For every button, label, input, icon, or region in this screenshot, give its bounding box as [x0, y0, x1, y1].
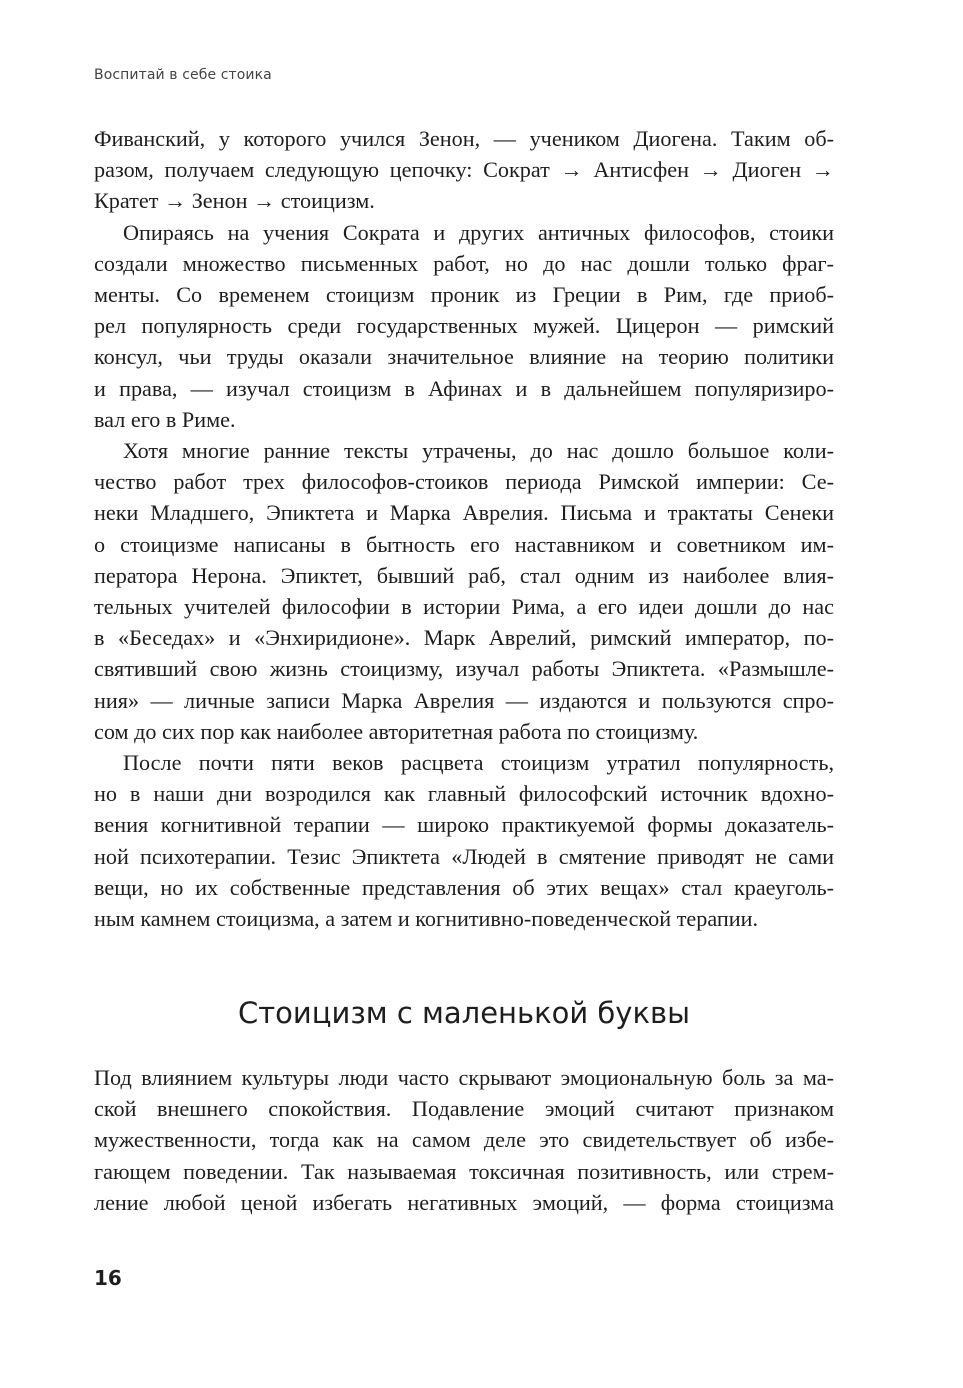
running-head: Воспитай в себе стоика — [94, 67, 272, 83]
text-line: но в наши дни возродился как главный философский источник вдохно- — [94, 781, 834, 807]
text-line: ния» — личные записи Марка Аврелия — издаются и пользуются спро- — [94, 687, 834, 713]
text-line: вал его в Риме. — [94, 406, 236, 432]
text-line: вещи, но их собственные представления об этих вещах» стал краеуголь- — [94, 874, 834, 900]
body-text-block-1 — [94, 123, 834, 934]
text-line: о стоицизме написаны в бытность его наставником и советником им- — [94, 531, 834, 557]
body-text-block-2 — [94, 1062, 834, 1218]
text-line: рел популярность среди государственных мужей. Цицерон — римский — [94, 313, 834, 339]
text-line: и права, — изучал стоицизм в Афинах и в дальнейшем популяризиро- — [94, 375, 834, 401]
text-line: сом до сих пор как наиболее авторитетная работа по стоицизму. — [94, 718, 699, 744]
text-line: святивший свою жизнь стоицизму, изучал работы Эпиктета. «Размышле- — [94, 656, 834, 682]
text-line: менты. Со временем стоицизм проник из Греции в Рим, где приоб- — [94, 282, 834, 308]
text-line: После почти пяти веков расцвета стоицизм утратил популярность, — [123, 750, 834, 776]
text-line: чество работ трех философов-стоиков периода Римской империи: Се- — [94, 469, 834, 495]
text-line: мужественности, тогда как на самом деле это свидетельствует об избе- — [94, 1127, 834, 1153]
text-line: создали множество письменных работ, но до нас дошли только фраг- — [94, 250, 834, 276]
text-line: ным камнем стоицизма, а затем и когнитивно-поведенческой терапии. — [94, 906, 759, 932]
text-line: неки Младшего, Эпиктета и Марка Аврелия. Письма и трактаты Сенеки — [94, 500, 834, 526]
text-line: ператора Нерона. Эпиктет, бывший раб, стал одним из наиболее влия- — [94, 562, 834, 588]
text-line: консул, чьи труды оказали значительное влияние на теорию политики — [94, 344, 834, 370]
text-line: вения когнитивной терапии — широко практикуемой формы доказатель- — [94, 812, 834, 838]
text-line: ской внешнего спокойствия. Подавление эмоций считают признаком — [94, 1096, 834, 1122]
text-line: Под влиянием культуры люди часто скрывают эмоциональную боль за ма- — [94, 1065, 834, 1090]
page-number: 16 — [94, 1266, 122, 1290]
text-line: Кратет → Зенон → стоицизм. — [94, 188, 375, 214]
text-line: тельных учителей философии в истории Рима, а его идеи дошли до нас — [94, 594, 834, 620]
text-line: ной психотерапии. Тезис Эпиктета «Людей в смятение приводят не сами — [94, 843, 834, 869]
text-line: гающем поведении. Так называемая токсичная позитивность, или стрем- — [94, 1158, 834, 1184]
section-heading: Стоицизм с маленькой буквы — [238, 996, 690, 1030]
text-line: разом, получаем следующую цепочку: Сократ → Антисфен → Диоген → — [94, 157, 834, 183]
text-line: Опираясь на учения Сократа и других античных философов, стоики — [123, 219, 834, 245]
text-line: Фиванский, у которого учился Зенон, — учеником Диогена. Таким об- — [94, 126, 834, 151]
text-line: в «Беседах» и «Энхиридионе». Марк Аврелий, римский император, по- — [94, 625, 834, 651]
text-line: ление любой ценой избегать негативных эмоций, — форма стоицизма — [94, 1189, 834, 1215]
text-line: Хотя многие ранние тексты утрачены, до нас дошло большое коли- — [123, 438, 834, 464]
